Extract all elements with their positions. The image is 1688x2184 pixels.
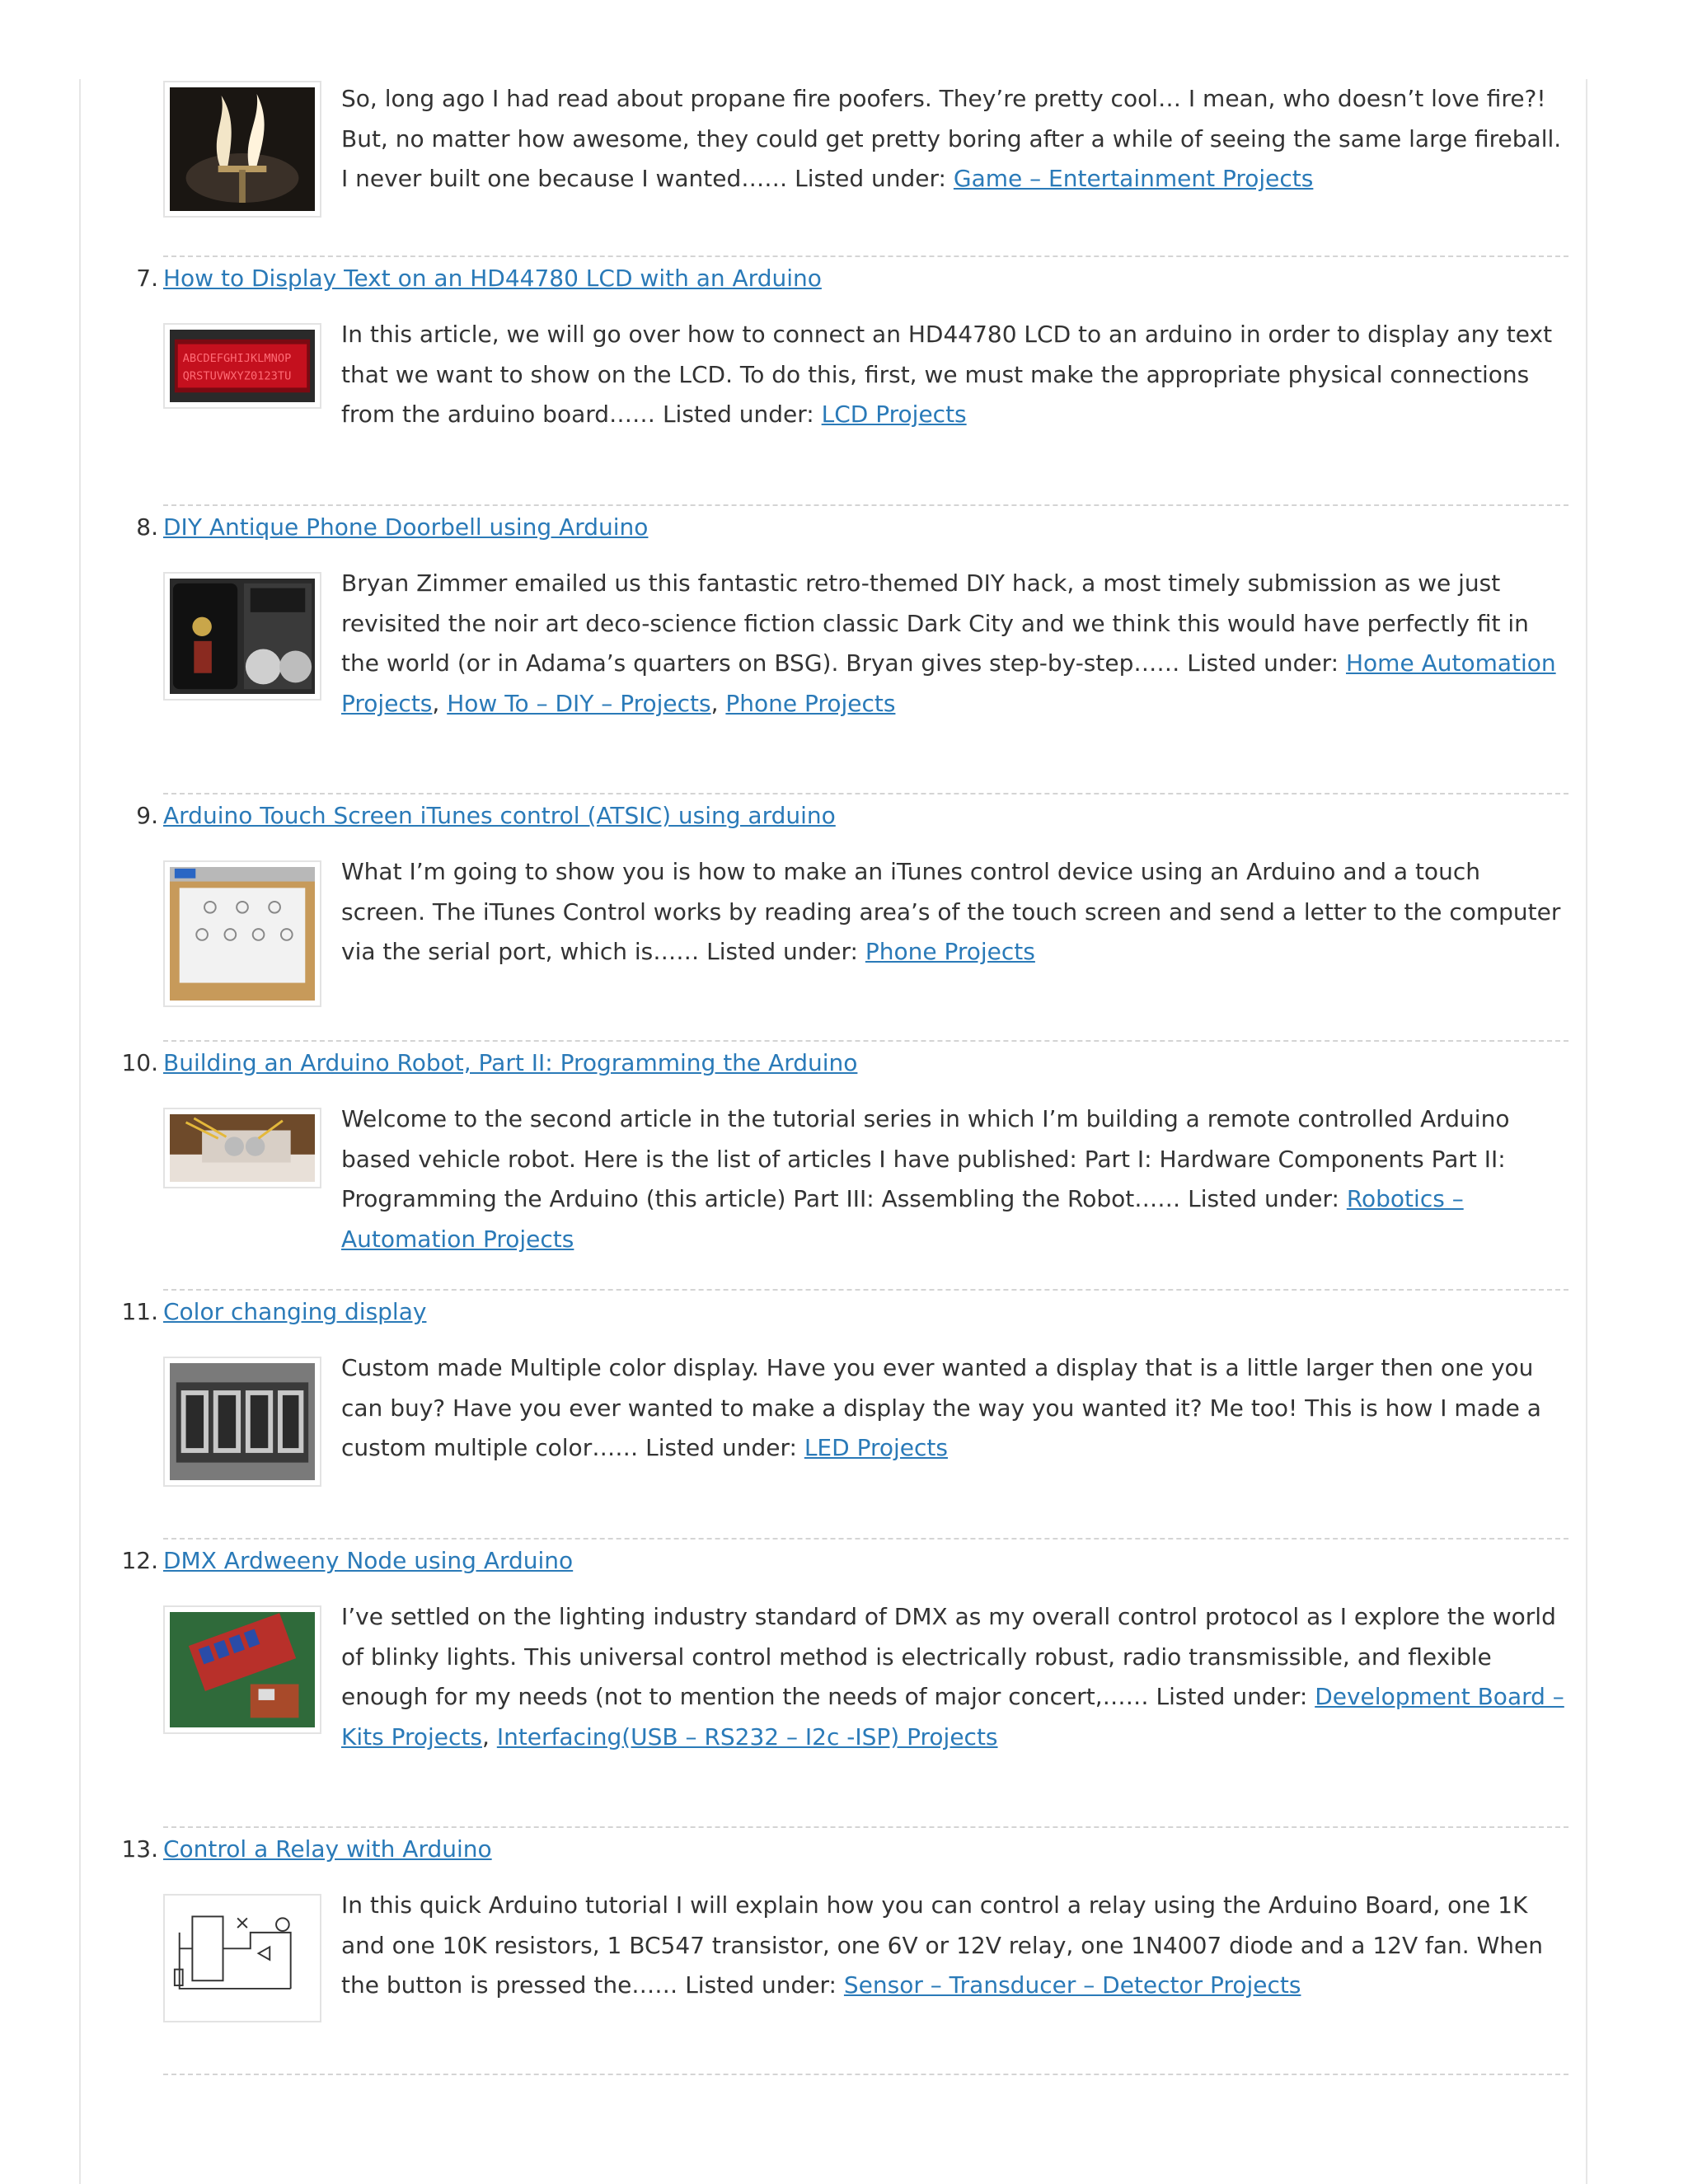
entry-excerpt: Bryan Zimmer emailed us this fantastic retro-themed DIY hack, a most timely submission as we just revisited the noir art deco-science fiction classic Dark City and we think this would have perfectly fit in the world (or in Adama’s quarters on BSG). Bryan gives step-by-step…… Listed under: Home Automation Projects, How To – DIY – Projects, Phone Projects (341, 569, 1556, 717)
category-link[interactable]: Game – Entertainment Projects (953, 165, 1314, 192)
entry-title-link[interactable]: DMX Ardweeny Node using Arduino (163, 1547, 574, 1574)
item-number: 7. (136, 265, 158, 292)
divider (163, 504, 1568, 506)
category-link[interactable]: LCD Projects (821, 401, 967, 428)
entry-title-link[interactable]: Building an Arduino Robot, Part II: Programming the Arduino (163, 1049, 858, 1076)
entry-excerpt: Welcome to the second article in the tutorial series in which I’m building a remote controlled Arduino based vehicle robot. Here is the list of articles I have published: Part I: Hardware Components Part II: Programming the Arduino (this article) Part III: Assembling the Robot…… Listed under: Robotics – Automation Projects (341, 1105, 1510, 1253)
divider (163, 1538, 1568, 1540)
category-link[interactable]: Robotics – Automation Projects (341, 1185, 1464, 1253)
category-link[interactable]: Phone Projects (725, 689, 896, 717)
category-link[interactable]: How To – DIY – Projects (447, 689, 711, 717)
entry-excerpt: What I’m going to show you is how to make an iTunes control device using an Arduino and a touch screen. The iTunes Control works by reading area’s of the touch screen and send a letter to the computer via the serial port, which is…… Listed under: Phone Projects (341, 858, 1561, 965)
svg-text:QRSTUVWXYZ0123TU: QRSTUVWXYZ0123TU (182, 369, 292, 383)
entry-title-link[interactable]: DIY Antique Phone Doorbell using Arduino (163, 513, 649, 541)
item-number: 9. (136, 802, 158, 829)
entry-title-link[interactable]: Arduino Touch Screen iTunes control (ATSIC) using arduino (163, 802, 836, 829)
entry-title-link[interactable]: Color changing display (163, 1298, 427, 1325)
item-number: 12. (121, 1547, 158, 1574)
relay-schematic-thumbnail[interactable] (163, 1894, 321, 2022)
category-link[interactable]: Interfacing(USB – RS232 – I2c -ISP) Projects (496, 1722, 998, 1750)
antique-phone-thumbnail[interactable] (163, 572, 321, 701)
lcd-display-thumbnail[interactable] (163, 323, 321, 409)
entry-title-link[interactable]: How to Display Text on an HD44780 LCD with an Arduino (163, 265, 822, 292)
category-link[interactable]: Development Board – Kits Projects (341, 1683, 1564, 1750)
item-number: 8. (136, 513, 158, 541)
color-display-thumbnail[interactable] (163, 1357, 321, 1487)
category-link[interactable]: Phone Projects (865, 938, 1035, 965)
entry-excerpt: So, long ago I had read about propane fire poofers. They’re pretty cool… I mean, who doesn’t love fire?! But, no matter how awesome, they could get pretty boring after a while of seeing the same large fireball. I never built one because I wanted…… Listed under: Game – Entertainment Projects (341, 85, 1562, 192)
divider (163, 1289, 1568, 1291)
item-number: 11. (121, 1298, 158, 1325)
divider (163, 1040, 1568, 1042)
category-link[interactable]: LED Projects (804, 1434, 948, 1461)
divider (163, 255, 1568, 257)
content-column (79, 79, 1587, 2184)
entry-title-link[interactable]: Control a Relay with Arduino (163, 1835, 492, 1863)
divider (163, 1826, 1568, 1828)
entry-excerpt: I’ve settled on the lighting industry standard of DMX as my overall control protocol as I explore the world of blinky lights. This universal control method is electrically robust, radio transmissible, and flexible enough for my needs (not to mention the needs of major concert,…… Listed under: Development Board – Kits Projects, Interfacing(USB – RS232 – I2c -ISP) Projects (341, 1603, 1564, 1750)
category-link[interactable]: Sensor – Transducer – Detector Projects (843, 1971, 1301, 1999)
svg-text:ABCDEFGHIJKLMNOP: ABCDEFGHIJKLMNOP (182, 352, 292, 366)
divider (163, 2074, 1568, 2075)
item-number: 13. (121, 1835, 158, 1863)
robot-thumbnail[interactable] (163, 1108, 321, 1188)
entry-excerpt: Custom made Multiple color display. Have you ever wanted a display that is a little larger then one you can buy? Have you ever wanted to make a display the way you wanted it? Me too! This is how I made a custom multiple color…… Listed under: LED Projects (341, 1354, 1541, 1461)
entry-excerpt: In this article, we will go over how to connect an HD44780 LCD to an arduino in order to display any text that we want to show on the LCD. To do this, first, we must make the appropriate physical connections from the arduino board…… Listed under: LCD Projects (341, 321, 1553, 428)
fire-poofer-thumbnail[interactable] (163, 81, 321, 218)
entry-excerpt: In this quick Arduino tutorial I will explain how you can control a relay using the Arduino Board, one 1K and one 10K resistors, 1 BC547 transistor, one 6V or 12V relay, one 1N4007 diode and a 12V fan. When the button is pressed the…… Listed under: Sensor – Transducer – Detector Projects (341, 1891, 1543, 1999)
dmx-board-thumbnail[interactable] (163, 1605, 321, 1734)
category-link[interactable]: Home Automation Projects (341, 649, 1556, 717)
item-number: 10. (121, 1049, 158, 1076)
touch-screen-thumbnail[interactable] (163, 860, 321, 1007)
divider (163, 793, 1568, 794)
